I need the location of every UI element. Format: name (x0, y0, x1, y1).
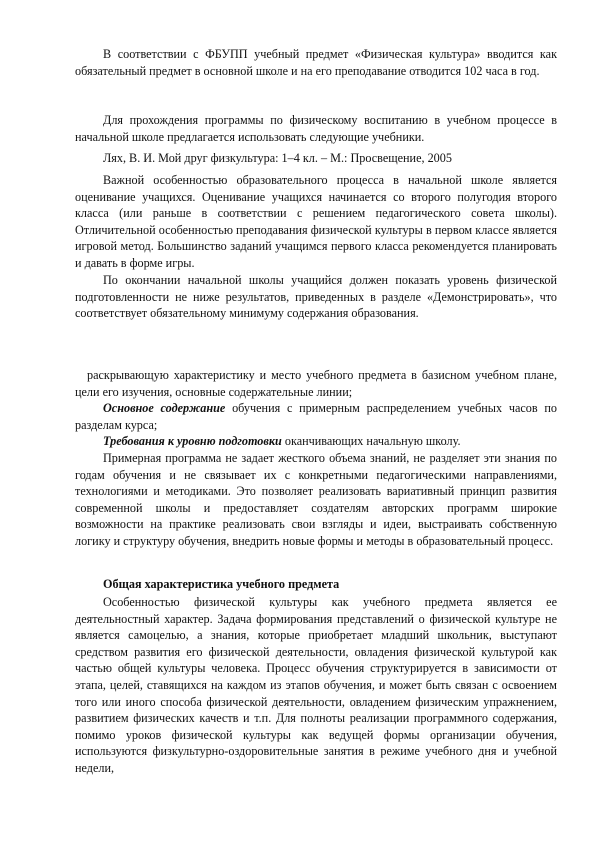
requirements-label: Требования к уровню подготовки (103, 434, 282, 448)
content-label: Основное содержание (103, 401, 226, 415)
paragraph-graduation: По окончании начальной школы учащийся должен показать уровень физической подготовленности не ниже результатов, приведенных в разделе «Демонстрировать», что соответствует обязательному минимуму содержания образования. (75, 273, 557, 321)
textbook-reference: Лях, В. И. Мой друг физкультура: 1–4 кл. – М.: Просвещение, 2005 (103, 151, 452, 165)
content-text: обучения с примерным распределением учебных часов по разделам курса; (75, 401, 557, 432)
paragraph-requirements (75, 433, 557, 450)
paragraph-subject-features: Особенностью физической культуры как учебного предмета является ее деятельностный характер. Задача формирования представлений о физической культуре не является самоцелью, а знания, которые приобретает младший школьник, выступают средством развития его физической деятельности, овладения физической культурой как частью общей культуры человека. Процесс обучения структурируется в зависимости от этапа, целей, ставящихся на каждом из этапов обучения, и может быть связан с освоением того или иного способа физической деятельности, овладением физическим упражнением, развитием физических качеств и т.п. Для полноты реализации программного содержания, помимо уроков физической культуры как ведущей формы организации обучения, используются физкультурно-оздоровительные занятия в режиме учебного дня и учебной недели, (75, 595, 557, 775)
paragraph-program: Примерная программа не задает жесткого объема знаний, не разделяет эти знания по годам обучения и не связывает их с конкретными педагогическими направлениями, технологиями и методиками. Это позволяет реализовать вариативный принцип развития современной школы и предоставляет создателям авторских программ широкие возможности на практике реализовать свои взгляды и идеи, выстраивать собственную логику и структуру обучения, внедрить новые формы и методы в образовательный процесс. (75, 451, 557, 548)
paragraph-characteristic: раскрывающую характеристику и место учебного предмета в базисном учебном плане, цели его изучения, основные содержательные линии; (75, 368, 557, 399)
paragraph-hours: В соответствии с ФБУПП учебный предмет «Физическая культура» вводится как обязательный предмет в основной школе и на его преподавание отводится 102 часа в год. (75, 47, 557, 78)
requirements-text: оканчивающих начальную школу. (281, 434, 461, 448)
paragraph-content (75, 400, 557, 433)
paragraph-textbooks: Для прохождения программы по физическому воспитанию в учебном процессе в начальной школе предлагается использовать следующие учебники. (75, 113, 557, 144)
paragraph-assessment: Важной особенностью образовательного процесса в начальной школе является оценивание учащихся. Оценивание учащихся начинается со второго полугодия второго класса (или раньше в соответствии с решением педагогического совета школы). Отличительной особенностью преподавания физической культуры в первом классе является игровой метод. Большинство заданий учащимся первого класса рекомендуется планировать и давать в форме игры. (75, 173, 557, 270)
section-heading: Общая характеристика учебного предмета (103, 577, 340, 591)
